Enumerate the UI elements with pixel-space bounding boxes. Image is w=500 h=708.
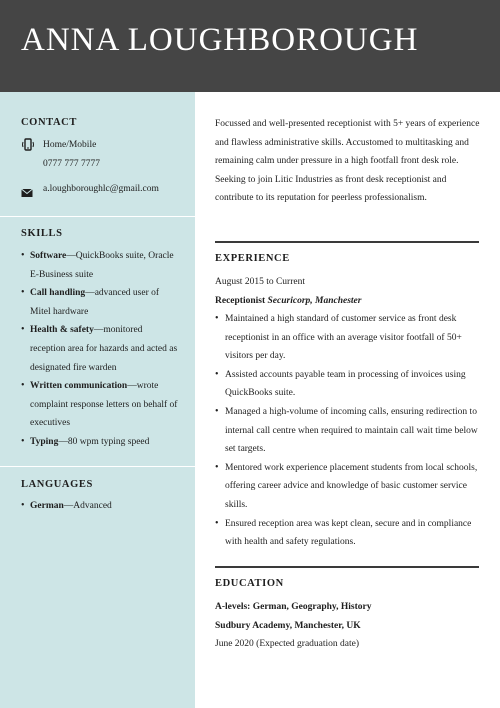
skill-item: • Software—QuickBooks suite, Oracle E-Business suite [21, 247, 179, 284]
experience-bullet: • Managed a high-volume of incoming calls, ensuring redirection to internal call centre when required to maintain call wait time below set targets. [215, 403, 481, 459]
contact-heading: CONTACT [21, 117, 77, 128]
phone-label: Home/Mobile [43, 140, 97, 150]
phone-number: 0777 777 7777 [43, 159, 100, 169]
languages-heading: LANGUAGES [21, 479, 93, 490]
experience-role-line [215, 292, 361, 310]
experience-bullet: • Assisted accounts payable team in processing of invoices using QuickBooks suite. [215, 366, 481, 403]
skill-label: Software [30, 251, 67, 261]
skill-detail: advanced user of Mitel hardware [30, 288, 160, 317]
education-school: Sudbury Academy, Manchester, UK [215, 621, 361, 631]
sidebar-divider [0, 466, 195, 467]
experience-bullet: • Mentored work experience placement students from local schools, offering career advice and knowledge of basic customer service skills. [215, 459, 481, 515]
skill-item: • Written communication—wrote complaint response letters on behalf of executives [21, 377, 179, 433]
experience-bullets [215, 310, 481, 552]
main-content [195, 92, 500, 708]
experience-bullet: • Maintained a high standard of customer service as front desk receptionist in an office with an average visitor footfall of 50+ visitors per day. [215, 310, 481, 366]
education-date: June 2020 (Expected graduation date) [215, 639, 360, 649]
experience-dates: August 2015 to Current [215, 277, 305, 287]
skills-list [21, 247, 179, 452]
experience-heading: EXPERIENCE [215, 253, 290, 264]
sidebar [0, 92, 195, 708]
experience-bullet: • Ensured reception area was kept clean, secure and in compliance with health and safety regulations. [215, 515, 481, 552]
employer: Securicorp, Manchester [267, 296, 362, 306]
skills-heading: SKILLS [21, 228, 63, 239]
professional-summary: Focussed and well-presented receptionist with 5+ years of experience and flawless administrative skills. Accustomed to multitasking and remaining calm under pressure in a high footfall front desk role. Seeking to join Litic Industries as front desk receptionist and contribute to its reputation for peerless professionalism. [215, 119, 480, 204]
job-title: Receptionist [215, 296, 266, 306]
language-item: • German—Advanced [21, 497, 179, 516]
candidate-name: ANNA LOUGHBOROUGH [21, 22, 419, 58]
email-address: a.loughboroughlc@gmail.com [43, 184, 159, 194]
skill-item: • Typing—80 wpm typing speed [21, 433, 179, 452]
skill-detail: wrote complaint response letters on behalf of executives [30, 381, 178, 429]
skill-label: Call handling [30, 288, 86, 299]
skill-label: Health & safety [30, 325, 94, 336]
envelope-icon [21, 185, 33, 203]
skill-label: Typing [30, 436, 59, 447]
phone-icon [21, 138, 35, 157]
education-heading: EDUCATION [215, 578, 284, 589]
education-qualification: A-levels: German, Geography, History [215, 602, 372, 612]
skill-label: Written communication [30, 381, 128, 392]
languages-list [21, 497, 179, 516]
skill-detail: monitored reception area for hazards and acted as designated fire warden [30, 325, 178, 373]
skill-item: • Health & safety—monitored reception area for hazards and acted as designated fire warden [21, 321, 179, 377]
section-divider [215, 566, 479, 568]
sidebar-divider [0, 216, 195, 217]
skill-detail: 80 wpm typing speed [67, 436, 150, 447]
resume-header [0, 0, 500, 92]
section-divider [215, 241, 479, 243]
phone-block [43, 136, 100, 174]
skill-detail: QuickBooks suite, Oracle E-Business suite [30, 251, 174, 280]
language-detail: Advanced [73, 501, 112, 511]
skill-item: • Call handling—advanced user of Mitel hardware [21, 284, 179, 321]
language-label: German [30, 501, 64, 511]
